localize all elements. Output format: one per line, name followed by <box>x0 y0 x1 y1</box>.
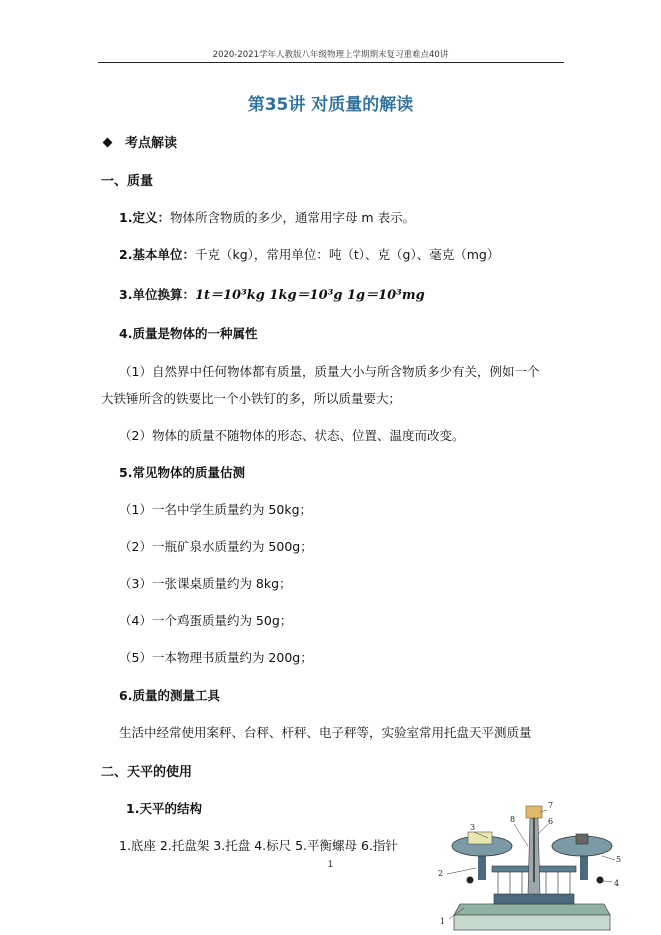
figure-label: 4 <box>614 879 620 888</box>
figure-label: 7 <box>548 801 554 810</box>
figure-label: 1 <box>440 917 446 926</box>
left-screw <box>467 877 474 884</box>
figure-label: 8 <box>510 815 516 824</box>
section1-title: 一、质量 <box>101 174 154 189</box>
property-title: 4.质量是物体的一种属性 <box>119 326 258 341</box>
base-top <box>454 904 610 915</box>
figure-label: 2 <box>438 869 444 878</box>
figure-label: 5 <box>616 855 622 864</box>
section-main-label: 考点解读 <box>125 136 178 151</box>
conversion-label: 3.单位换算： <box>119 287 195 302</box>
definition-line <box>119 208 415 226</box>
tools-title: 6.质量的测量工具 <box>119 688 220 703</box>
property-p1-line1: （1）自然界中任何物体都有质量，质量大小与所含物质多少有关，例如一个 <box>119 364 540 379</box>
section-main <box>104 132 177 151</box>
scale-plate <box>526 806 542 818</box>
figure-label: 6 <box>548 817 554 826</box>
definition-text: 物体所含物质的多少，通常用字母 m 表示。 <box>169 210 416 225</box>
lecture-title: 第35讲 对质量的解读 <box>247 95 414 115</box>
estimate-item: （5）一本物理书质量约为 200g； <box>119 650 313 665</box>
sample-block <box>468 832 492 844</box>
property-p1-line2: 大铁锤所含的铁要比一个小铁钉的多，所以质量要大； <box>101 391 402 406</box>
left-support <box>478 854 486 880</box>
figure-label: 3 <box>470 823 476 832</box>
balance-base <box>454 915 610 930</box>
conversion-line <box>119 284 425 303</box>
right-support <box>580 854 588 880</box>
balance-scale-figure <box>432 794 632 935</box>
structure-title: 1.天平的结构 <box>126 801 202 816</box>
estimate-item: （4）一个鸡蛋质量约为 50g； <box>119 613 293 628</box>
estimate-item: （2）一瓶矿泉水质量约为 500g； <box>119 539 313 554</box>
conversion-formula: 1t＝10³kg 1kg＝10³g 1g＝10³mg <box>194 288 425 303</box>
structure-parts: 1.底座 2.托盘架 3.托盘 4.标尺 5.平衡螺母 6.指针 <box>119 838 398 853</box>
estimate-item: （3）一张课桌质量约为 8kg； <box>119 576 292 591</box>
unit-text: 千克（kg），常用单位：吨（t）、克（g）、毫克（mg） <box>194 247 500 262</box>
definition-label: 1.定义： <box>119 210 170 225</box>
page-number: 1 <box>327 860 334 870</box>
property-p2: （2）物体的质量不随物体的形态、状态、位置、温度而改变。 <box>119 428 465 443</box>
unit-line <box>119 245 499 263</box>
diamond-bullet-icon <box>103 138 113 148</box>
page-header: 2020-2021学年人教版八年级物理上学期期末复习重难点40讲 <box>212 50 449 60</box>
beam-rail <box>494 894 574 904</box>
weight <box>576 834 588 844</box>
unit-label: 2.基本单位： <box>119 247 195 262</box>
section2-title: 二、天平的使用 <box>101 765 193 780</box>
estimates-title: 5.常见物体的质量估测 <box>119 465 245 480</box>
estimate-item: （1）一名中学生质量约为 50kg； <box>119 502 313 517</box>
tools-text: 生活中经常使用案秤、台秤、杆秤、电子秤等，实验室常用托盘天平测质量 <box>119 725 532 740</box>
header-rule <box>98 62 564 63</box>
